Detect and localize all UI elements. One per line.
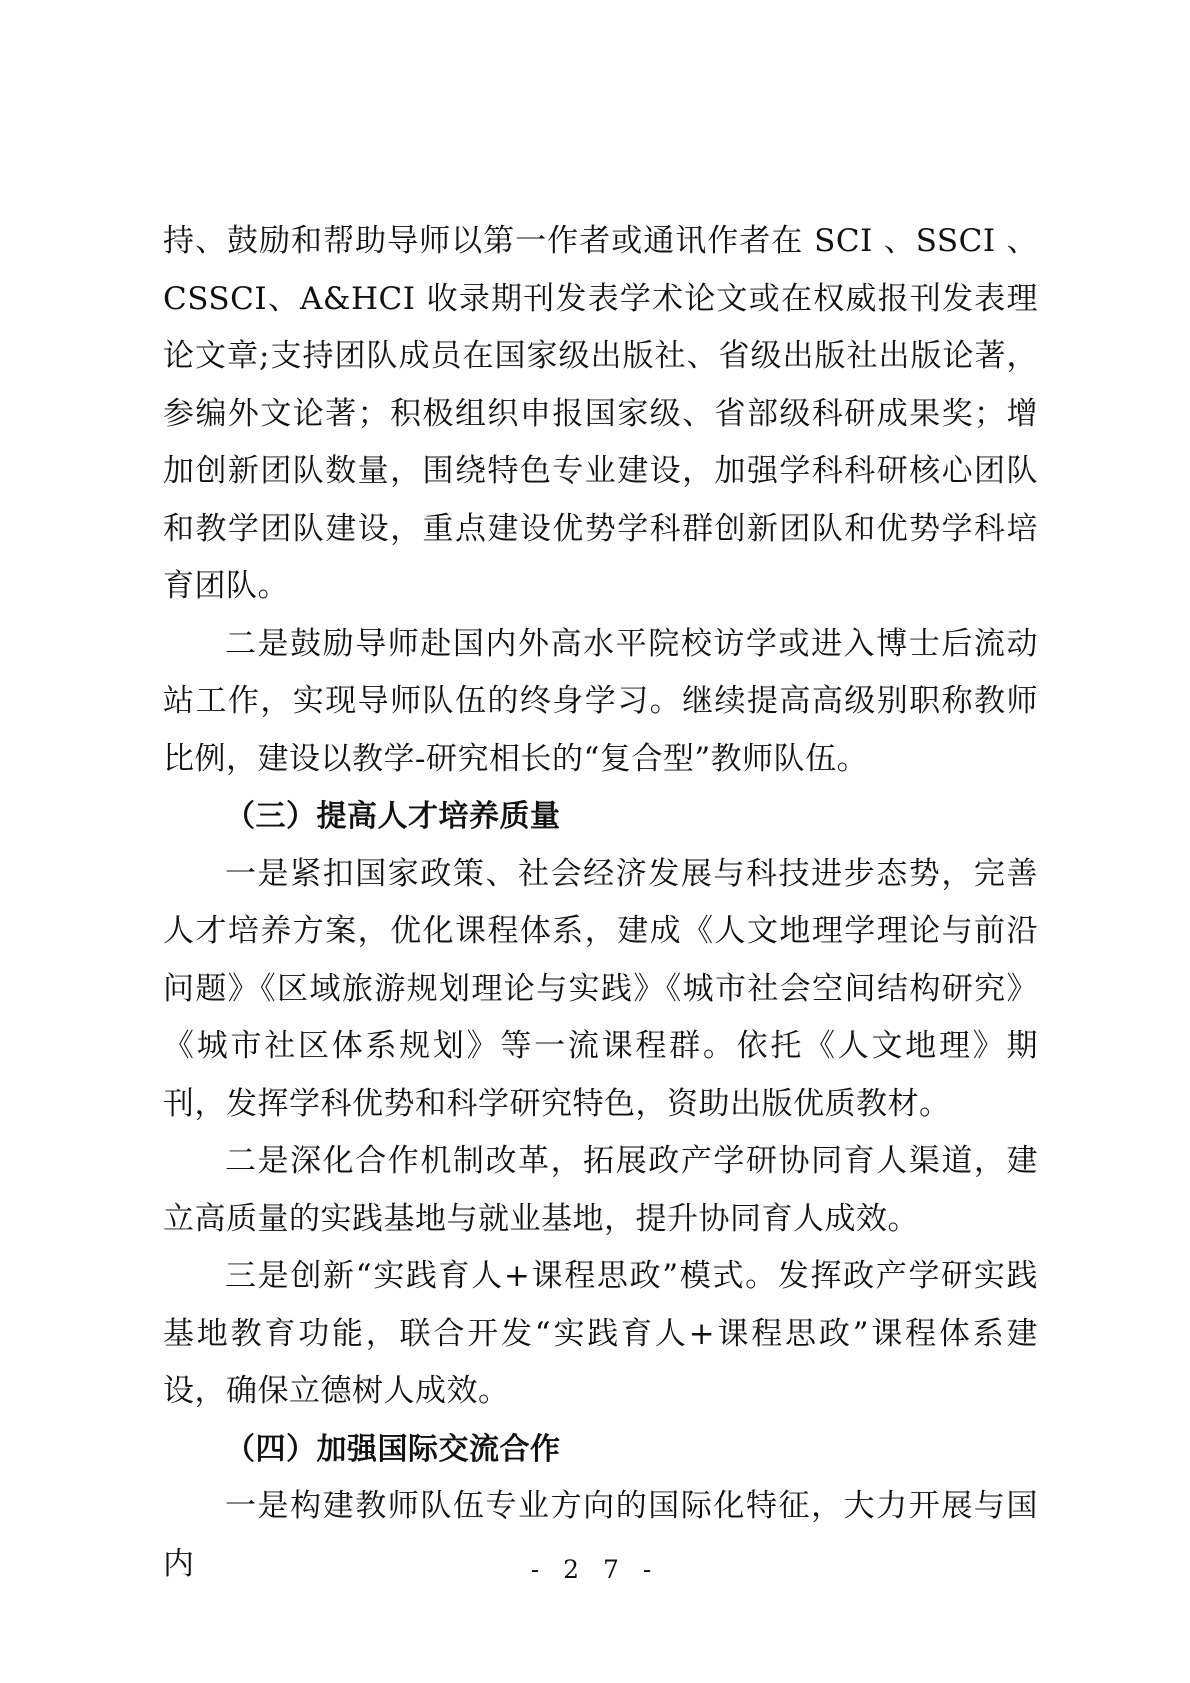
page-number: - 2 7 - [530,1555,660,1584]
paragraph-internationalization: 一是构建教师队伍专业方向的国际化特征，大力开展与国内 [163,1488,1038,1582]
paragraph-cooperation-reform: 二是深化合作机制改革，拓展政产学研协同育人渠道，建立高质量的实践基地与就业基地，提升协同育人成效。 [163,1143,1038,1237]
paragraph-curriculum: 一是紧扣国家政策、社会经济发展与科技进步态势，完善人才培养方案，优化课程体系，建成《人文地理学理论与前沿问题》《区域旅游规划理论与实践》《城市社会空间结构研究》《城市社区体系规划》等一流课程群。依托《人文地理》期刊，发挥学科优势和科学研究特色，资助出版优质教材。 [163,855,1038,1122]
document-body [163,213,1038,1593]
paragraph-research-support: 持、鼓励和帮助导师以第一作者或通讯作者在 SCI 、SSCI 、CSSCI、A&HCI 收录期刊发表学术论文或在权威报刊发表理论文章;支持团队成员在国家级出版社、省级出版社出版论著，参编外文论著；积极组织申报国家级、省部级科研成果奖；增加创新团队数量，围绕特色专业建设，加强学科科研核心团队和教学团队建设，重点建设优势学科群创新团队和优势学科培育团队。 [163,223,1038,604]
section-heading-talent-training: （三）提高人才培养质量 [225,799,561,834]
section-heading-international-exchange: （四）加强国际交流合作 [225,1431,561,1467]
paragraph-practice-education: 三是创新“实践育人+课程思政”模式。发挥政产学研实践基地教育功能，联合开发“实践育人+课程思政”课程体系建设，确保立德树人成效。 [163,1258,1038,1409]
paragraph-mentor-visits: 二是鼓励导师赴国内外高水平院校访学或进入博士后流动站工作，实现导师队伍的终身学习。继续提高高级别职称教师比例，建设以教学-研究相长的“复合型”教师队伍。 [163,625,1038,777]
